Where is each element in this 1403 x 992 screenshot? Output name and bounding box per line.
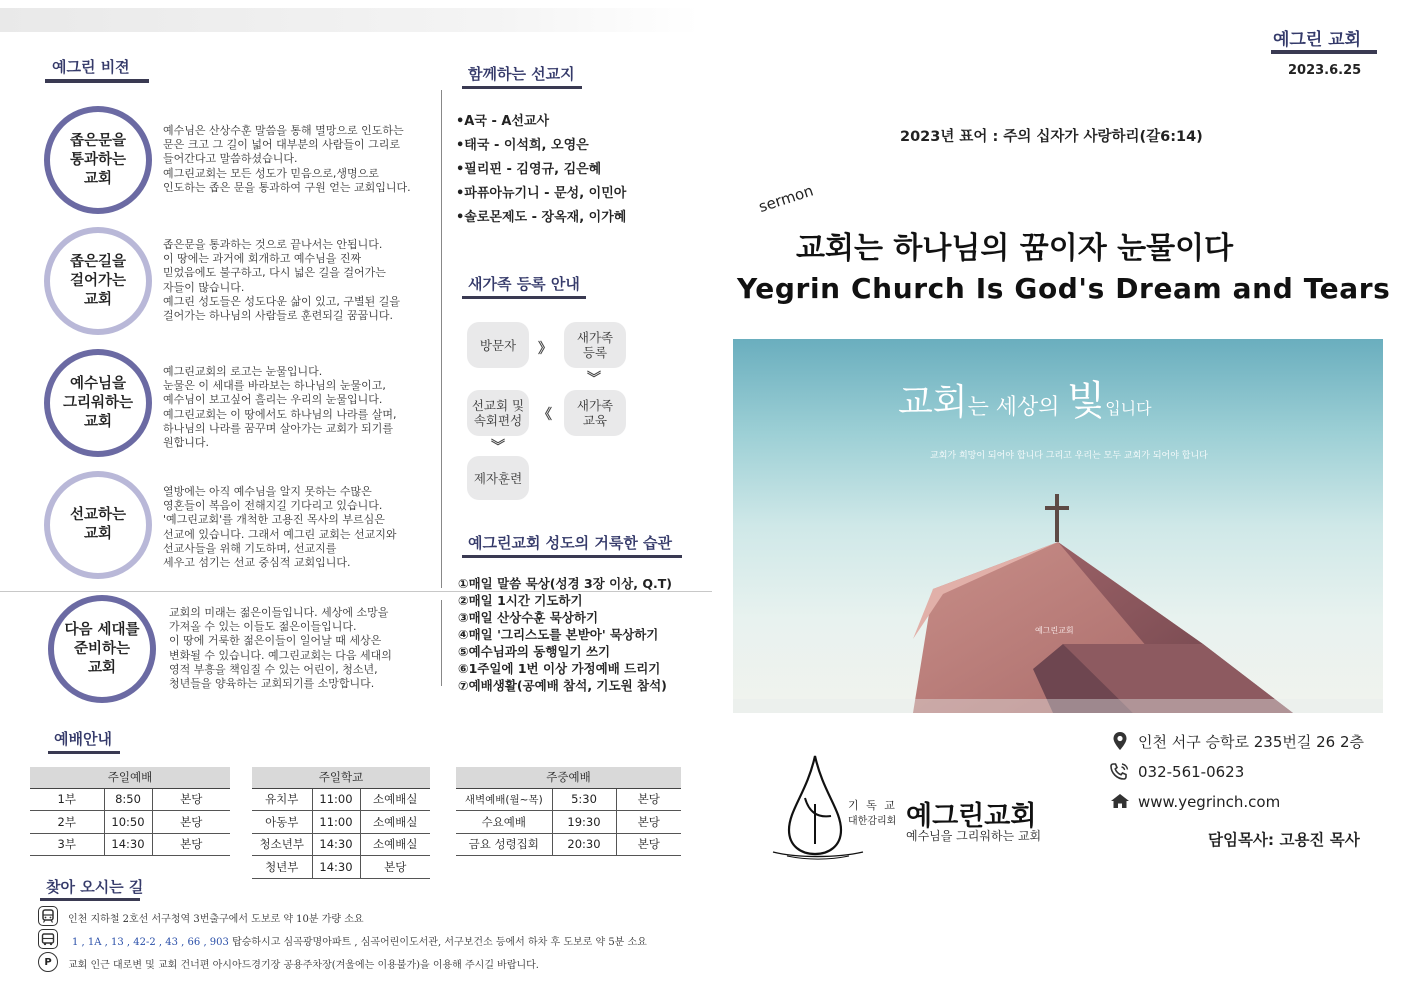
flow-arrow-down: ︾ <box>587 371 601 387</box>
mission-item: •태국 - 이석희, 오영은 <box>456 138 589 153</box>
vision-circle-mission: 선교하는 교회 <box>44 471 152 579</box>
table-row: 금요 성령집회 20:30 본당 <box>456 833 681 856</box>
habits-title-underline <box>462 555 682 558</box>
worship-title: 예배안내 <box>54 730 112 748</box>
flow-arrow-left: 《 <box>538 407 552 423</box>
senior-pastor: 담임목사: 고용진 목사 <box>1208 831 1360 849</box>
cover-photo <box>733 339 1383 713</box>
bus-routes: 1 , 1A , 13 , 42-2 , 43 , 66 , 903 <box>72 937 229 948</box>
parking-directions: 교회 인근 대로변 및 교회 건너편 아시아드경기장 공용주차장(겨울에는 이용불가)을 이용해 주시길 바랍니다. <box>68 960 539 971</box>
habit-item: ①매일 말씀 묵상(성경 3장 이상, Q.T) <box>458 576 672 591</box>
vision-circle-narrow-gate: 좁은문을 통과하는 교회 <box>44 106 152 214</box>
subway-directions: 인천 지하철 2호선 서구청역 3번출구에서 도보로 약 10분 가량 소요 <box>68 914 364 925</box>
vision-circle-narrow-road: 좁은길을 걸어가는 교회 <box>44 227 152 335</box>
church-website[interactable]: www.yegrinch.com <box>1138 793 1281 811</box>
sermon-title-korean: 교회는 하나님의 꿈이자 눈물이다 <box>796 231 1234 266</box>
sermon-title-english: Yegrin Church Is God's Dream and Tears <box>737 272 1391 305</box>
sunday-worship-table <box>30 767 230 856</box>
habit-item: ②매일 1시간 기도하기 <box>458 593 583 608</box>
cover-church-name: 예그린 교회 <box>1273 30 1362 50</box>
missions-title: 함께하는 선교지 <box>468 65 575 83</box>
table-row: 1부 8:50 본당 <box>30 788 230 811</box>
logo-slogan: 예수님을 그리워하는 교회 <box>906 829 1042 843</box>
parking-icon: P <box>38 952 58 972</box>
table-row: 아동부 11:00 소예배실 <box>252 811 430 834</box>
vision-text-narrow-gate: 예수님은 산상수훈 말씀을 통해 멸망으로 인도하는 문은 크고 그 길이 넓어 대부분의 사람들이 그리로 들어간다고 말씀하셨습니다. 예그린교회는 모든 성도가 믿음으로,생명으로 인도하는 좁은 문을 통과하여 구원 얻는 교회입니다. <box>163 124 411 194</box>
church-phone: 032-561-0623 <box>1138 763 1245 781</box>
mission-item: •솔로몬제도 - 장옥재, 이가혜 <box>456 210 627 225</box>
habit-item: ③매일 산상수훈 묵상하기 <box>458 610 599 625</box>
vision-text-mission: 열방에는 아직 예수님을 알지 못하는 수많은 영혼들이 복음이 전해지길 기다리고 있습니다. '예그린교회'를 개척한 고용진 목사의 부르심은 선교에 있습니다. 그래서 예그린 교회는 선교지와 선교사들을 위해 기도하며, 선교지를 세우고 섬기는 선교 중심적 교회입니다. <box>163 485 397 570</box>
habit-item: ⑦예배생활(공예배 참석, 기도원 참석) <box>458 678 667 693</box>
photo-headline: 교회는 세상의 빛입니다 <box>898 378 1152 424</box>
missions-title-underline <box>462 86 582 89</box>
bus-directions <box>72 933 647 948</box>
vision-text-narrow-road: 좁은문을 통과하는 것으로 끝나서는 안됩니다. 이 땅에는 과거에 회개하고 예수님을 진짜 믿었음에도 불구하고, 다시 넓은 길을 걸어가는 자들이 많습니다. 예그린 성도들은 성도다운 삶이 있고, 구별된 길을 걸어가는 하나님의 사람들로 훈련되길 꿈꿉니다. <box>163 238 400 323</box>
vision-title: 예그린 비젼 <box>52 58 130 76</box>
habit-item: ④매일 '그리스도를 본받아' 묵상하기 <box>458 627 659 642</box>
flow-discipleship: 제자훈련 <box>467 456 529 500</box>
table-row: 유치부 11:00 소예배실 <box>252 788 430 811</box>
logo-denomination-1: 기 독 교 <box>848 799 897 812</box>
vision-circle-next-generation: 다음 세대를 준비하는 교회 <box>48 595 156 703</box>
vision-circle-longing-jesus: 예수님을 그리워하는 교회 <box>44 349 152 457</box>
home-icon <box>1110 793 1130 809</box>
mission-item: •A국 - A선교사 <box>456 114 550 129</box>
bulletin-date: 2023.6.25 <box>1288 63 1362 78</box>
subway-icon <box>38 906 58 926</box>
midweek-worship-table <box>456 767 681 856</box>
table-header: 주중예배 <box>456 767 681 788</box>
table-row: 청소년부 14:30 소예배실 <box>252 833 430 856</box>
table-row: 청년부 14:30 본당 <box>252 856 430 879</box>
roof-caption: 예그린교회 <box>1035 626 1074 635</box>
mission-item: •파퓨아뉴기니 - 문성, 이민아 <box>456 186 627 201</box>
table-header: 주일예배 <box>30 767 230 788</box>
logo-denomination-2: 대한감리회 <box>848 816 897 827</box>
church-roof-illustration <box>733 339 1383 713</box>
year-motto: 2023년 표어 : 주의 십자가 사랑하리(갈6:14) <box>900 129 1203 145</box>
mission-item: •필리핀 - 김영규, 김은혜 <box>456 162 602 177</box>
flow-visitor: 방문자 <box>467 322 529 368</box>
vision-text-longing-jesus: 예그린교회의 로고는 눈물입니다. 눈물은 이 세대를 바라보는 하나님의 눈물이고, 예수님이 보고싶어 흘리는 우리의 눈물입니다. 예그린교회는 이 땅에서도 하나님의 나라를 살며, 하나님의 나라를 꿈꾸며 살아가는 교회가 되기를 원합니다. <box>163 365 397 450</box>
flow-arrow-right: 》 <box>538 341 552 357</box>
flow-arrow-down: ︾ <box>491 439 505 455</box>
header-band <box>0 8 700 32</box>
flow-assign: 선교회 및 속회편성 <box>467 390 529 436</box>
phone-icon <box>1110 762 1130 780</box>
directions-title: 찾아 오시는 길 <box>46 878 144 896</box>
newfamily-title: 새가족 등록 안내 <box>468 275 580 293</box>
sunday-school-table <box>252 767 430 879</box>
habit-item: ⑥1주일에 1번 이상 가정예배 드리기 <box>458 661 661 676</box>
location-pin-icon <box>1112 731 1128 751</box>
habits-title: 예그린교회 성도의 거룩한 습관 <box>468 534 673 552</box>
table-header: 주일학교 <box>252 767 430 788</box>
logo-church-name: 예그린교회 <box>906 801 1037 832</box>
table-row: 수요예배 19:30 본당 <box>456 811 681 834</box>
table-row: 새벽예배(월~목) 5:30 본당 <box>456 788 681 811</box>
newfamily-title-underline <box>462 296 586 299</box>
sermon-label: sermon <box>756 181 816 216</box>
table-row: 2부 10:50 본당 <box>30 811 230 834</box>
flow-register: 새가족 등록 <box>564 322 626 368</box>
column-divider <box>441 90 442 588</box>
table-row: 3부 14:30 본당 <box>30 833 230 856</box>
church-address: 인천 서구 승학로 235번길 26 2층 <box>1138 733 1365 751</box>
worship-title-underline <box>48 751 120 754</box>
bus-icon <box>38 929 58 949</box>
column-divider-lower <box>441 600 442 686</box>
flow-education: 새가족 교육 <box>564 390 626 436</box>
vision-text-next-generation: 교회의 미래는 젊은이들입니다. 세상에 소망을 가져올 수 있는 이들도 젊은이들입니다. 이 땅에 거룩한 젊은이들이 일어날 때 세상은 변화될 수 있습니다. 예그린교회는 다음 세대의 영적 부흥을 책임질 수 있는 어린이, 청소년, 청년들을 양육하는 교회되기를 소망합니다. <box>169 606 392 691</box>
bus-route-text: 탑승하시고 심곡광명아파트 , 심곡어린이도서관, 서구보건소 등에서 하차 후 도보로 약 5분 소요 <box>228 937 647 948</box>
cover-name-underline <box>1271 50 1377 54</box>
directions-title-underline <box>40 898 140 901</box>
habit-item: ⑤예수님과의 동행일기 쓰기 <box>458 644 611 659</box>
photo-subtext: 교회가 희망이 되어야 합니다 그리고 우리는 모두 교회가 되어야 합니다 <box>930 451 1208 461</box>
vision-title-underline <box>45 79 149 83</box>
